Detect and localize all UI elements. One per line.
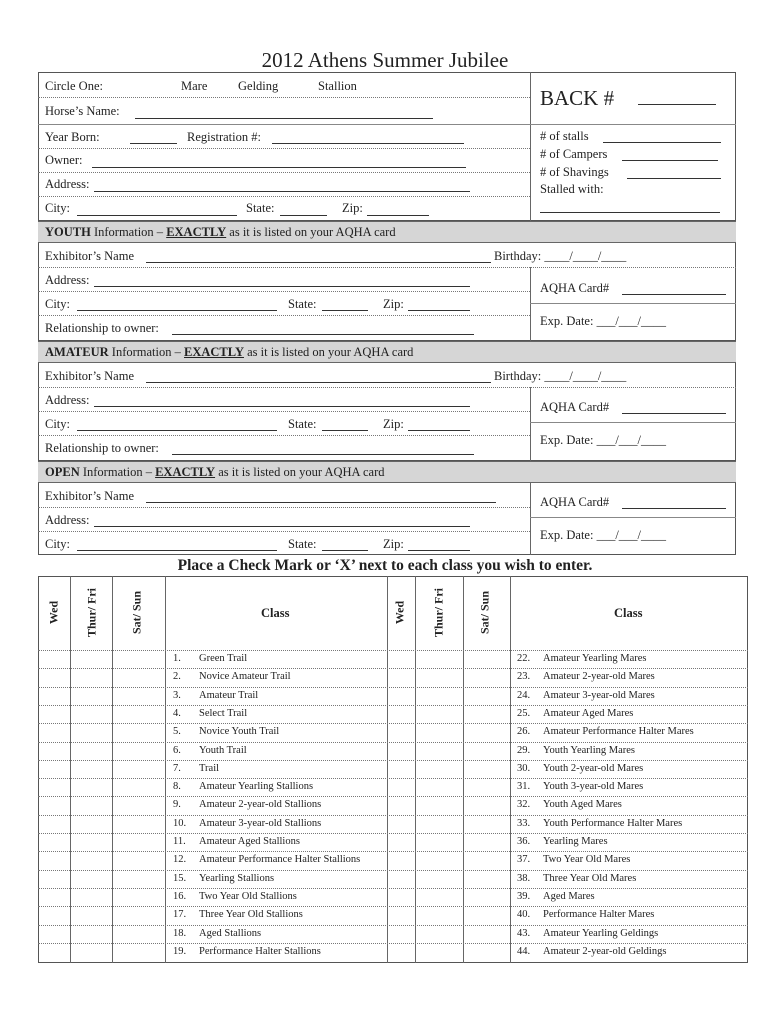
class-check-cell[interactable] <box>416 706 462 722</box>
class-check-cell[interactable] <box>464 706 509 722</box>
thur-fri-header-right: Thur/ Fri <box>431 588 446 638</box>
class-check-cell[interactable] <box>39 779 69 795</box>
class-check-cell[interactable] <box>113 926 164 942</box>
horse-name-label: Horse’s Name: <box>45 104 120 118</box>
divider <box>530 72 531 221</box>
class-name: Amateur 2-year-old Mares <box>543 671 655 683</box>
zip-label: Zip: <box>342 201 363 215</box>
youth-city-label: City: <box>45 297 71 311</box>
class-number: 25. <box>517 707 531 719</box>
class-number: 23. <box>517 671 531 683</box>
amateur-address-label: Address: <box>45 393 90 407</box>
open-exhibitor-label: Exhibitor’s Name <box>45 489 134 503</box>
youth-birthday[interactable]: Birthday: ____/____/____ <box>494 249 627 263</box>
class-check-cell[interactable] <box>464 907 509 923</box>
class-check-cell[interactable] <box>388 816 414 832</box>
open-exhibitor-field[interactable] <box>146 492 496 503</box>
class-number: 9. <box>173 799 181 811</box>
stallion-option[interactable]: Stallion <box>318 79 357 93</box>
stalls-field[interactable] <box>603 132 721 143</box>
class-check-cell[interactable] <box>39 743 69 759</box>
class-check-cell[interactable] <box>416 688 462 704</box>
class-check-cell[interactable] <box>388 743 414 759</box>
youth-card-label: AQHA Card# <box>540 281 610 295</box>
youth-zip-label: Zip: <box>383 297 404 311</box>
back-number-label: BACK # <box>540 86 615 110</box>
class-check-cell[interactable] <box>39 871 69 887</box>
class-check-cell[interactable] <box>464 834 509 850</box>
youth-heading: YOUTH Information – EXACTLY as it is listed on your AQHA card <box>45 225 396 239</box>
class-check-cell[interactable] <box>464 944 509 960</box>
class-name: Youth Aged Mares <box>543 799 622 811</box>
class-check-cell[interactable] <box>464 669 509 685</box>
open-city-field[interactable] <box>77 540 277 551</box>
class-name: Youth Yearling Mares <box>543 744 635 756</box>
class-check-cell[interactable] <box>388 669 414 685</box>
open-zip-label: Zip: <box>383 537 404 551</box>
registration-field[interactable] <box>272 133 464 144</box>
class-number: 29. <box>517 744 531 756</box>
class-check-cell[interactable] <box>464 779 509 795</box>
city-label: City: <box>45 201 71 215</box>
divider <box>530 124 736 125</box>
class-header-left: Class <box>261 606 290 620</box>
class-name: Amateur Aged Mares <box>543 707 634 719</box>
class-check-cell[interactable] <box>113 889 164 905</box>
class-check-cell[interactable] <box>39 669 69 685</box>
class-check-cell[interactable] <box>464 651 509 667</box>
class-check-cell[interactable] <box>464 797 509 813</box>
class-check-cell[interactable] <box>39 816 69 832</box>
divider <box>530 517 736 518</box>
class-name: Yearling Stallions <box>199 872 275 884</box>
class-number: 19. <box>173 945 187 957</box>
class-name: Amateur Yearling Mares <box>543 653 647 664</box>
year-born-label: Year Born: <box>45 130 100 144</box>
class-check-cell[interactable] <box>388 852 414 868</box>
class-number: 18. <box>173 927 187 939</box>
youth-card-field[interactable] <box>622 284 726 295</box>
table-column-divider <box>510 576 511 963</box>
class-number: 24. <box>517 689 531 701</box>
class-number: 1. <box>173 653 181 664</box>
class-name: Yearling Mares <box>543 836 608 847</box>
class-number: 30. <box>517 762 531 774</box>
class-number: 16. <box>173 890 187 902</box>
class-check-cell[interactable] <box>71 871 111 887</box>
class-check-cell[interactable] <box>113 724 164 740</box>
divider <box>38 507 530 508</box>
class-number: 17. <box>173 909 187 921</box>
back-number-field[interactable] <box>638 94 716 105</box>
class-name: Two Year Old Mares <box>543 854 631 866</box>
class-check-cell[interactable] <box>388 797 414 813</box>
class-check-cell[interactable] <box>388 779 414 795</box>
class-name: Aged Mares <box>543 890 595 902</box>
class-name: Performance Halter Stallions <box>199 945 321 957</box>
class-number: 37. <box>517 854 531 866</box>
class-number: 6. <box>173 744 181 756</box>
state-label: State: <box>246 201 275 215</box>
class-name: Three Year Old Mares <box>543 872 637 884</box>
class-check-cell[interactable] <box>388 926 414 942</box>
open-exp-date[interactable]: Exp. Date: ___/___/____ <box>540 528 667 542</box>
class-check-cell[interactable] <box>388 724 414 740</box>
class-check-cell[interactable] <box>416 779 462 795</box>
class-check-cell[interactable] <box>416 761 462 777</box>
sat-sun-header-right: Sat/ Sun <box>477 590 492 635</box>
stalled-with-field[interactable] <box>540 202 720 213</box>
divider <box>38 148 530 149</box>
class-check-cell[interactable] <box>39 834 69 850</box>
class-check-cell[interactable] <box>416 907 462 923</box>
class-check-cell[interactable] <box>39 797 69 813</box>
class-check-cell[interactable] <box>416 871 462 887</box>
amateur-state-label: State: <box>288 417 317 431</box>
amateur-city-field[interactable] <box>77 420 277 431</box>
class-number: 31. <box>517 781 531 793</box>
class-check-cell[interactable] <box>416 797 462 813</box>
owner-label: Owner: <box>45 153 83 167</box>
youth-state-label: State: <box>288 297 317 311</box>
class-number: 3. <box>173 689 181 701</box>
class-check-cell[interactable] <box>113 779 164 795</box>
youth-relationship-field[interactable] <box>172 324 474 335</box>
class-check-cell[interactable] <box>464 724 509 740</box>
divider <box>38 97 530 98</box>
class-name: Select Trail <box>199 707 248 719</box>
class-check-cell[interactable] <box>71 797 111 813</box>
class-number: 15. <box>173 872 187 884</box>
youth-relationship-label: Relationship to owner: <box>45 321 159 335</box>
class-check-cell[interactable] <box>388 871 414 887</box>
circle-one-label: Circle One: <box>45 79 103 93</box>
zip-field[interactable] <box>367 205 429 216</box>
class-check-cell[interactable] <box>388 907 414 923</box>
class-name: Amateur Aged Stallions <box>199 836 300 847</box>
open-state-field[interactable] <box>322 540 368 551</box>
class-check-cell[interactable] <box>71 743 111 759</box>
sat-sun-header-left: Sat/ Sun <box>129 590 144 635</box>
class-check-cell[interactable] <box>71 688 111 704</box>
youth-address-field[interactable] <box>94 276 470 287</box>
class-check-cell[interactable] <box>39 944 69 960</box>
amateur-exp-date[interactable]: Exp. Date: ___/___/____ <box>540 433 667 447</box>
amateur-address-field[interactable] <box>94 396 470 407</box>
youth-exp-date[interactable]: Exp. Date: ___/___/____ <box>540 314 667 328</box>
class-name: Amateur 3-year-old Stallions <box>199 817 322 829</box>
class-check-cell[interactable] <box>71 926 111 942</box>
class-check-cell[interactable] <box>416 816 462 832</box>
class-check-cell[interactable] <box>71 816 111 832</box>
class-number: 40. <box>517 909 531 921</box>
youth-exhibitor-label: Exhibitor’s Name <box>45 249 134 263</box>
class-name: Amateur Performance Halter Mares <box>543 726 694 738</box>
class-check-cell[interactable] <box>39 852 69 868</box>
open-city-label: City: <box>45 537 71 551</box>
class-check-cell[interactable] <box>416 651 462 667</box>
divider <box>38 291 530 292</box>
class-check-cell[interactable] <box>464 889 509 905</box>
class-check-cell[interactable] <box>113 743 164 759</box>
class-name: Green Trail <box>199 653 248 664</box>
class-check-cell[interactable] <box>464 816 509 832</box>
class-check-cell[interactable] <box>388 688 414 704</box>
class-check-cell[interactable] <box>388 889 414 905</box>
class-check-cell[interactable] <box>113 834 164 850</box>
class-check-cell[interactable] <box>416 944 462 960</box>
class-name: Youth 3-year-old Mares <box>543 781 644 793</box>
class-check-cell[interactable] <box>39 926 69 942</box>
amateur-zip-label: Zip: <box>383 417 404 431</box>
class-check-cell[interactable] <box>464 926 509 942</box>
class-number: 38. <box>517 872 531 884</box>
divider <box>38 315 530 316</box>
class-check-cell[interactable] <box>416 926 462 942</box>
class-check-cell[interactable] <box>388 651 414 667</box>
class-name: Youth Trail <box>199 744 247 756</box>
class-check-cell[interactable] <box>39 651 69 667</box>
class-name: Aged Stallions <box>199 927 262 939</box>
class-name: Novice Youth Trail <box>199 726 280 738</box>
class-number: 10. <box>173 817 187 829</box>
class-name: Youth Performance Halter Mares <box>543 817 683 829</box>
class-check-cell[interactable] <box>71 889 111 905</box>
amateur-zip-field[interactable] <box>408 420 470 431</box>
class-number: 26. <box>517 726 531 738</box>
class-name: Amateur 3-year-old Mares <box>543 689 655 701</box>
class-check-cell[interactable] <box>464 871 509 887</box>
page-title: 2012 Athens Summer Jubilee <box>261 48 509 72</box>
youth-exhibitor-field[interactable] <box>146 252 491 263</box>
class-number: 33. <box>517 817 531 829</box>
open-address-field[interactable] <box>94 516 470 527</box>
class-check-cell[interactable] <box>39 761 69 777</box>
stalled-with-label: Stalled with: <box>540 182 604 196</box>
class-check-cell[interactable] <box>464 761 509 777</box>
stalls-label: # of stalls <box>540 129 589 143</box>
class-check-cell[interactable] <box>113 651 164 667</box>
address-field[interactable] <box>94 181 470 192</box>
shavings-label: # of Shavings <box>540 165 609 179</box>
youth-city-field[interactable] <box>77 300 277 311</box>
class-name: Novice Amateur Trail <box>199 671 291 683</box>
gelding-option[interactable]: Gelding <box>238 79 279 93</box>
open-card-field[interactable] <box>622 498 726 509</box>
class-number: 22. <box>517 653 531 664</box>
class-header-right: Class <box>614 606 643 620</box>
amateur-card-field[interactable] <box>622 403 726 414</box>
class-name: Youth 2-year-old Mares <box>543 762 644 774</box>
class-check-cell[interactable] <box>113 761 164 777</box>
class-check-cell[interactable] <box>39 889 69 905</box>
class-check-cell[interactable] <box>416 852 462 868</box>
class-name: Amateur Yearling Geldings <box>543 927 659 939</box>
class-check-cell[interactable] <box>113 816 164 832</box>
class-check-cell[interactable] <box>113 797 164 813</box>
divider <box>38 411 530 412</box>
wed-header-left: Wed <box>46 600 61 625</box>
class-check-cell[interactable] <box>464 743 509 759</box>
open-zip-field[interactable] <box>408 540 470 551</box>
open-state-label: State: <box>288 537 317 551</box>
class-check-cell[interactable] <box>113 852 164 868</box>
open-heading: OPEN Information – EXACTLY as it is listed on your AQHA card <box>45 465 385 479</box>
open-address-label: Address: <box>45 513 90 527</box>
class-number: 7. <box>173 762 181 774</box>
amateur-exhibitor-label: Exhibitor’s Name <box>45 369 134 383</box>
class-check-cell[interactable] <box>416 669 462 685</box>
class-name: Amateur Trail <box>199 689 259 701</box>
class-number: 5. <box>173 726 181 738</box>
class-name: Amateur 2-year-old Stallions <box>199 799 322 811</box>
youth-state-field[interactable] <box>322 300 368 311</box>
amateur-relationship-label: Relationship to owner: <box>45 441 159 455</box>
class-check-cell[interactable] <box>113 688 164 704</box>
class-number: 11. <box>173 836 186 847</box>
class-check-cell[interactable] <box>71 761 111 777</box>
class-check-cell[interactable] <box>71 669 111 685</box>
class-name: Amateur Yearling Stallions <box>199 781 314 793</box>
amateur-exhibitor-field[interactable] <box>146 372 491 383</box>
divider <box>38 172 530 173</box>
divider <box>38 196 530 197</box>
class-check-cell[interactable] <box>39 688 69 704</box>
class-check-cell[interactable] <box>416 724 462 740</box>
divider <box>38 387 736 388</box>
amateur-relationship-field[interactable] <box>172 444 474 455</box>
campers-field[interactable] <box>622 150 718 161</box>
class-check-cell[interactable] <box>71 651 111 667</box>
class-check-cell[interactable] <box>416 889 462 905</box>
class-number: 2. <box>173 671 181 683</box>
class-number: 36. <box>517 836 531 847</box>
class-number: 32. <box>517 799 531 811</box>
class-number: 4. <box>173 707 181 719</box>
horse-name-field[interactable] <box>135 108 433 119</box>
class-name: Trail <box>199 762 220 774</box>
class-check-cell[interactable] <box>113 944 164 960</box>
class-check-cell[interactable] <box>71 779 111 795</box>
divider <box>530 387 531 461</box>
class-check-cell[interactable] <box>71 724 111 740</box>
divider <box>38 267 736 268</box>
state-field[interactable] <box>280 205 327 216</box>
class-name: Performance Halter Mares <box>543 909 655 921</box>
class-check-cell[interactable] <box>71 834 111 850</box>
class-check-cell[interactable] <box>388 944 414 960</box>
year-born-field[interactable] <box>130 133 177 144</box>
divider <box>38 531 530 532</box>
class-check-cell[interactable] <box>416 743 462 759</box>
divider <box>530 267 531 341</box>
class-check-cell[interactable] <box>464 852 509 868</box>
class-check-cell[interactable] <box>71 852 111 868</box>
youth-address-label: Address: <box>45 273 90 287</box>
class-instruction: Place a Check Mark or ‘X’ next to each class you wish to enter. <box>177 557 593 574</box>
class-check-cell[interactable] <box>464 688 509 704</box>
horse-info-frame <box>38 72 736 221</box>
class-check-cell[interactable] <box>113 669 164 685</box>
class-number: 12. <box>173 854 187 866</box>
amateur-city-label: City: <box>45 417 71 431</box>
class-check-cell[interactable] <box>39 907 69 923</box>
class-check-cell[interactable] <box>416 834 462 850</box>
class-check-cell[interactable] <box>113 907 164 923</box>
class-check-cell[interactable] <box>113 706 164 722</box>
class-check-cell[interactable] <box>388 834 414 850</box>
class-number: 44. <box>517 945 531 957</box>
class-name: Two Year Old Stallions <box>199 890 297 902</box>
table-column-divider <box>165 576 166 963</box>
mare-option[interactable]: Mare <box>181 79 208 93</box>
amateur-state-field[interactable] <box>322 420 368 431</box>
class-number: 39. <box>517 890 531 902</box>
city-field[interactable] <box>77 205 237 216</box>
class-check-cell[interactable] <box>388 706 414 722</box>
class-number: 43. <box>517 927 531 939</box>
thur-fri-header-left: Thur/ Fri <box>84 588 99 638</box>
class-number: 8. <box>173 781 181 793</box>
divider <box>530 483 531 555</box>
class-name: Three Year Old Stallions <box>199 909 303 921</box>
class-check-cell[interactable] <box>39 706 69 722</box>
divider <box>38 435 530 436</box>
youth-zip-field[interactable] <box>408 300 470 311</box>
class-check-cell[interactable] <box>39 724 69 740</box>
amateur-heading: AMATEUR Information – EXACTLY as it is listed on your AQHA card <box>45 345 414 359</box>
registration-label: Registration #: <box>187 130 261 144</box>
divider <box>38 124 530 125</box>
amateur-card-label: AQHA Card# <box>540 400 610 414</box>
shavings-field[interactable] <box>627 168 721 179</box>
open-card-label: AQHA Card# <box>540 495 610 509</box>
divider <box>530 303 736 304</box>
class-check-cell[interactable] <box>71 944 111 960</box>
class-check-cell[interactable] <box>71 706 111 722</box>
class-name: Amateur 2-year-old Geldings <box>543 945 667 957</box>
campers-label: # of Campers <box>540 147 608 161</box>
class-name: Amateur Performance Halter Stallions <box>199 854 361 866</box>
class-check-cell[interactable] <box>388 761 414 777</box>
divider <box>530 422 736 423</box>
owner-field[interactable] <box>92 157 466 168</box>
amateur-birthday[interactable]: Birthday: ____/____/____ <box>494 369 627 383</box>
class-check-cell[interactable] <box>71 907 111 923</box>
address-label: Address: <box>45 177 90 191</box>
wed-header-right: Wed <box>392 600 407 625</box>
class-check-cell[interactable] <box>113 871 164 887</box>
